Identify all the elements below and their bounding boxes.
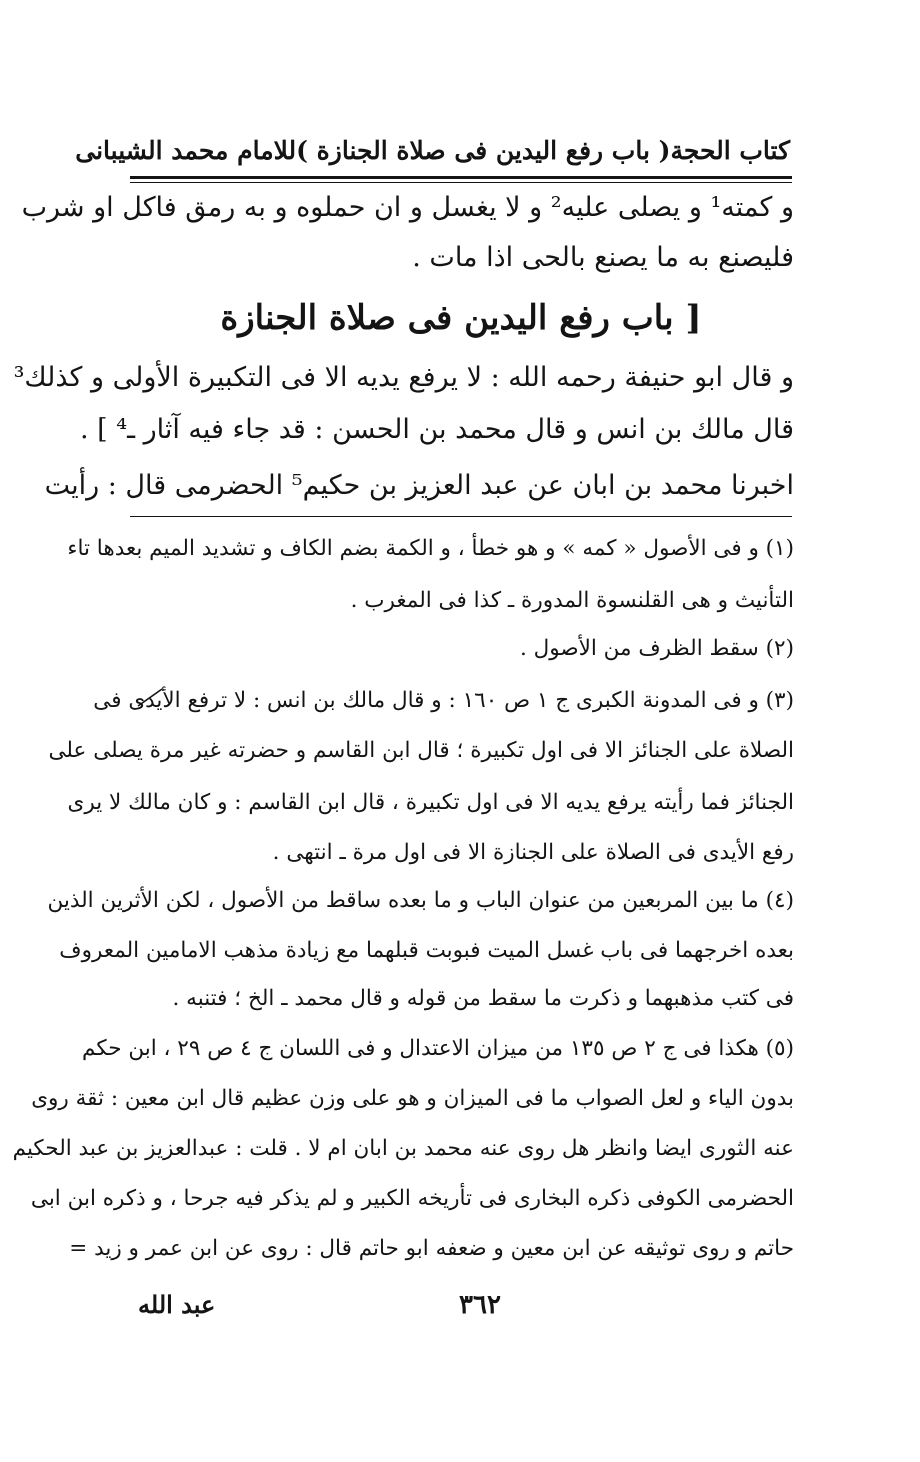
footnote-line: حاتم و روى توثيقه عن ابن معين و ضعفه ابو حاتم قال : روى عن ابن عمر و زيد =: [69, 1236, 794, 1261]
footnote-line: التأنيث و هى القلنسوة المدورة ـ كذا فى المغرب .: [350, 588, 794, 613]
footnote-line: بعده اخرجهما فى باب غسل الميت فبوبت قبلهما مع زيادة مذهب الامامين المعروف: [59, 938, 794, 963]
header-rule-thin: [130, 182, 792, 183]
header-rule-thick: [130, 176, 792, 179]
section-line: و قال ابو حنيفة رحمه الله : لا يرفع يديه الا فى التكبيرة الأولى و كذلك³: [13, 362, 794, 393]
footnote-line: (١) و فى الأصول « كمه » و هو خطأ ، و الكمة بضم الكاف و تشديد الميم بعدها تاء: [67, 536, 794, 561]
footnote-line: بدون الياء و لعل الصواب ما فى الميزان و هو على وزن عظيم قال ابن معين : ثقة روى: [31, 1086, 794, 1111]
footnote-line: (٥) هكذا فى ج ٢ ص ١٣٥ من ميزان الاعتدال و فى اللسان ج ٤ ص ٢٩ ، ابن حكم: [82, 1036, 794, 1061]
footnote-line: الجنائز فما رأيته يرفع يديه الا فى اول تكبيرة ، قال ابن القاسم : و كان مالك لا يرى: [67, 790, 794, 815]
footnote-line: الصلاة على الجنائز الا فى اول تكبيرة ؛ قال ابن القاسم و حضرته غير مرة يصلى على: [48, 738, 794, 763]
footnote-separator: [130, 516, 792, 517]
footnote-line: (٤) ما بين المربعين من عنوان الباب و ما بعده ساقط من الأصول ، لكن الأثرين الذين: [47, 888, 794, 913]
section-line: اخبرنا محمد بن ابان عن عبد العزيز بن حكيم⁵ الحضرمى قال : رأيت: [44, 470, 794, 501]
footnote-line: فى كتب مذهبهما و ذكرت ما سقط من قوله و قال محمد ـ الخ ؛ فتنبه .: [172, 986, 794, 1011]
section-title: [ باب رفع اليدين فى صلاة الجنازة: [220, 298, 702, 338]
signature: عبد الله: [138, 1290, 216, 1319]
section-line: قال مالك بن انس و قال محمد بن الحسن : قد جاء فيه آثار ـ⁴ ] .: [79, 414, 794, 445]
book-title: كتاب الحجة: [670, 135, 790, 165]
footnote-line: عنه الثورى ايضا وانظر هل روى عنه محمد بن ابان ام لا . قلت : عبدالعزيز بن عبد الحكيم: [12, 1136, 794, 1161]
footnote-line: (٢) سقط الظرف من الأصول .: [519, 636, 794, 661]
author-name: للامام محمد الشيبانى: [75, 135, 297, 165]
page-number: ٣٦٢: [459, 1290, 501, 1320]
body-line: و كمته¹ و يصلى عليه² و لا يغسل و ان حملوه و به رمق فاكل او شرب: [21, 192, 794, 223]
footnote-line: الحضرمى الكوفى ذكره البخارى فى تأريخه الكبير و لم يذكر فيه جرحا ، و ذكره ابن ابى: [30, 1186, 794, 1211]
footnote-line: (٣) و فى المدونة الكبرى ج ١ ص ١٦٠ : و قال مالك بن انس : لا ترفع الأيدى فى: [93, 688, 794, 713]
chapter-title: ( باب رفع اليدين فى صلاة الجنازة ): [296, 135, 671, 165]
footnote-line: رفع الأيدى فى الصلاة على الجنازة الا فى اول مرة ـ انتهى .: [272, 840, 794, 865]
body-line: فليصنع به ما يصنع بالحى اذا مات .: [412, 242, 794, 273]
running-header: [75, 128, 790, 172]
